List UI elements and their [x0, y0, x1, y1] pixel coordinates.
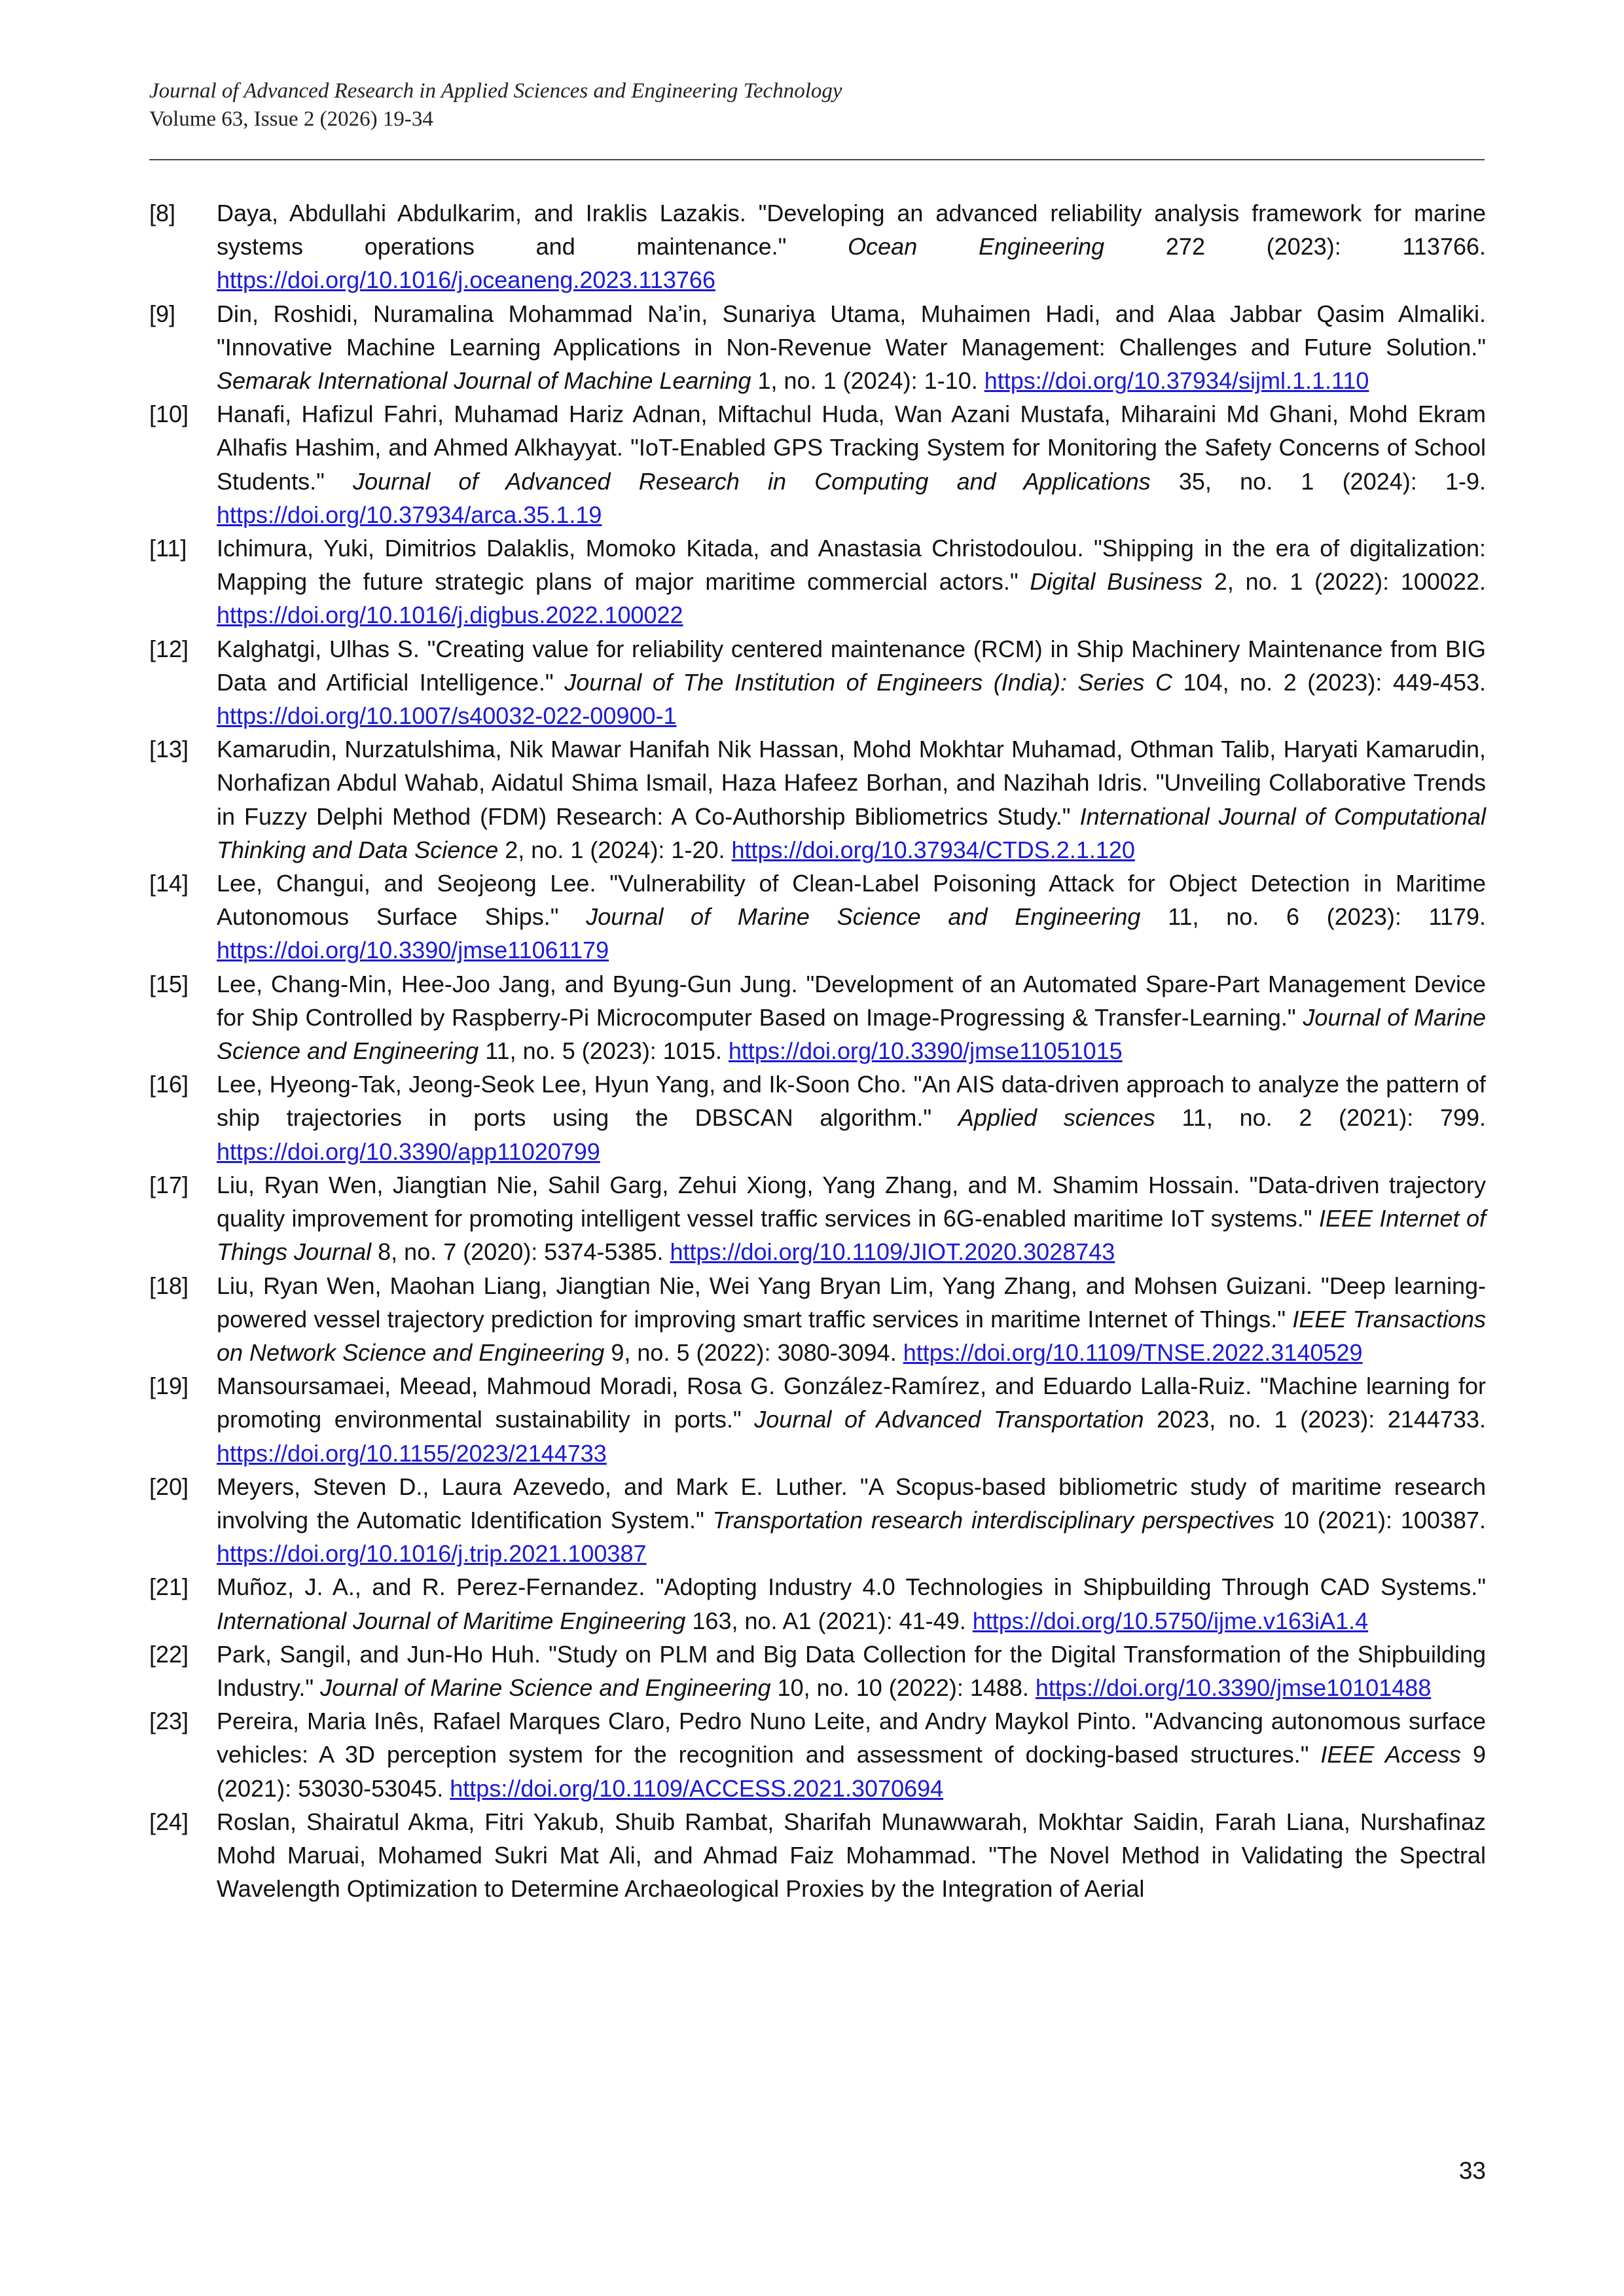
doi-link[interactable]: https://doi.org/10.1007/s40032-022-00900-1 — [217, 702, 677, 730]
reference-journal: Journal of Marine Science and Engineering — [320, 1674, 771, 1701]
reference-item — [149, 1638, 1486, 1704]
reference-journal: IEEE Access — [1320, 1741, 1462, 1768]
doi-link[interactable]: https://doi.org/10.5750/ijme.v163iA1.4 — [972, 1607, 1369, 1634]
reference-text: Liu, Ryan Wen, Maohan Liang, Jiangtian Nie, Wei Yang Bryan Lim, Yang Zhang, and Mohsen Guizani. "Deep learning-powered vessel trajectory prediction for improving smart traffic services in maritime Internet of Things." — [217, 1272, 1486, 1333]
reference-item — [149, 1067, 1486, 1168]
header-rule — [149, 159, 1485, 160]
reference-number: [17] — [149, 1171, 189, 1198]
reference-details: 104, no. 2 (2023): 449-453. — [1172, 668, 1487, 696]
reference-details: 163, no. A1 (2021): 41-49. — [685, 1607, 973, 1634]
reference-item — [149, 732, 1486, 867]
reference-text: Lee, Chang-Min, Hee-Joo Jang, and Byung-Gun Jung. "Development of an Automated Spare-Part Management Device for Ship Controlled by Raspberry-Pi Microcomputer Based on Image-Progressing & Transfer-Learning." — [217, 970, 1486, 1031]
volume-info: Volume 63, Issue 2 (2026) 19-34 — [149, 107, 433, 131]
reference-item — [149, 867, 1486, 967]
reference-text: Kamarudin, Nurzatulshima, Nik Mawar Hanifah Nik Hassan, Mohd Mokhtar Muhamad, Othman Talib, Haryati Kamarudin, Norhafizan Abdul Wahab, Aidatul Shima Ismail, Haza Hafeez Borhan, and Nazihah Idris. "Unveiling Collaborative Trends in Fuzzy Delphi Method (FDM) Research: A Co-Authorship Bibliometrics Study." — [217, 736, 1486, 830]
reference-journal: Semarak International Journal of Machine Learning — [217, 367, 751, 395]
reference-details: 10, no. 10 (2022): 1488. — [770, 1674, 1036, 1701]
reference-text: Lee, Hyeong-Tak, Jeong-Seok Lee, Hyun Yang, and Ik-Soon Cho. "An AIS data-driven approach to analyze the pattern of ship trajectories in ports using the DBSCAN algorithm." — [217, 1071, 1486, 1132]
reference-text: Liu, Ryan Wen, Jiangtian Nie, Sahil Garg, Zehui Xiong, Yang Zhang, and M. Shamim Hossain. "Data-driven trajectory quality improvement for promoting intelligent vessel traffic services in 6G-enabled maritime IoT systems." — [217, 1171, 1486, 1232]
doi-link[interactable]: https://doi.org/10.1016/j.trip.2021.100387 — [217, 1540, 647, 1568]
reference-text: Mansoursamaei, Meead, Mahmoud Moradi, Rosa G. González-Ramírez, and Eduardo Lalla-Ruiz. "Machine learning for promoting environmental sustainability in ports." — [217, 1372, 1486, 1433]
doi-link[interactable]: https://doi.org/10.1016/j.oceaneng.2023.113766 — [217, 266, 715, 294]
reference-details: 2023, no. 1 (2023): 2144733. — [1144, 1406, 1486, 1433]
reference-details: 11, no. 2 (2021): 799. — [1155, 1104, 1486, 1132]
reference-journal: Journal of Advanced Research in Computing and Applications — [353, 467, 1151, 495]
reference-item — [149, 1269, 1486, 1370]
reference-number: [20] — [149, 1473, 189, 1500]
reference-text: Ichimura, Yuki, Dimitrios Dalaklis, Momoko Kitada, and Anastasia Christodoulou. "Shipping in the era of digitalization: Mapping the future strategic plans of major maritime commercial actors." — [217, 535, 1486, 596]
reference-number: [21] — [149, 1573, 189, 1601]
reference-number: [15] — [149, 970, 189, 997]
doi-link[interactable]: https://doi.org/10.37934/sijml.1.1.110 — [984, 367, 1369, 395]
reference-item — [149, 967, 1486, 1068]
reference-text: Lee, Changui, and Seojeong Lee. "Vulnerability of Clean-Label Poisoning Attack for Object Detection in Maritime Autonomous Surface Ships." — [217, 870, 1486, 931]
reference-details: 9 (2021): 53030-53045. — [217, 1741, 1486, 1802]
reference-item — [149, 531, 1486, 632]
doi-link[interactable]: https://doi.org/10.3390/app11020799 — [217, 1138, 600, 1165]
reference-number: [16] — [149, 1071, 189, 1098]
reference-journal: International Journal of Computational Thinking and Data Science — [217, 802, 1486, 863]
doi-link[interactable]: https://doi.org/10.1109/JIOT.2020.3028743 — [670, 1238, 1115, 1266]
reference-item — [149, 297, 1486, 398]
reference-details: 9, no. 5 (2022): 3080-3094. — [604, 1338, 903, 1366]
doi-link[interactable]: https://doi.org/10.3390/jmse10101488 — [1035, 1674, 1432, 1701]
reference-text: Kalghatgi, Ulhas S. "Creating value for reliability centered maintenance (RCM) in Ship Machinery Maintenance from BIG Data and Artificial Intelligence." — [217, 635, 1486, 696]
reference-number: [10] — [149, 401, 189, 428]
reference-item — [149, 1470, 1486, 1571]
reference-journal: Ocean Engineering — [848, 233, 1105, 260]
reference-journal: Applied sciences — [958, 1104, 1155, 1132]
reference-item — [149, 1570, 1486, 1637]
doi-link[interactable]: https://doi.org/10.1155/2023/2144733 — [217, 1439, 607, 1467]
reference-list — [149, 196, 1486, 1905]
reference-item — [149, 397, 1486, 531]
doi-link[interactable]: https://doi.org/10.3390/jmse11051015 — [728, 1037, 1123, 1065]
reference-number: [18] — [149, 1272, 189, 1299]
reference-journal: Journal of Marine Science and Engineering — [217, 1003, 1486, 1065]
journal-title: Journal of Advanced Research in Applied Sciences and Engineering Technology — [149, 79, 842, 103]
reference-journal: Journal of The Institution of Engineers (India): Series C — [564, 668, 1172, 696]
reference-journal: Digital Business — [1030, 568, 1203, 596]
reference-text: Muñoz, J. A., and R. Perez-Fernandez. "Adopting Industry 4.0 Technologies in Shipbuilding Through CAD Systems." — [217, 1573, 1486, 1601]
doi-link[interactable]: https://doi.org/10.1109/ACCESS.2021.3070694 — [450, 1774, 944, 1802]
reference-number: [24] — [149, 1808, 189, 1835]
reference-details: 2, no. 1 (2024): 1-20. — [498, 836, 732, 863]
reference-text: Pereira, Maria Inês, Rafael Marques Claro, Pedro Nuno Leite, and Andry Maykol Pinto. "Advancing autonomous surface vehicles: A 3D perception system for the recognition and assessment of docking-based structures." — [217, 1708, 1486, 1768]
reference-journal: International Journal of Maritime Engineering — [217, 1607, 686, 1634]
reference-text: Din, Roshidi, Nuramalina Mohammad Na’in, Sunariya Utama, Muhaimen Hadi, and Alaa Jabbar Qasim Almaliki. "Innovative Machine Learning Applications in Non-Revenue Water Management: Challenges and Future Solution." — [217, 300, 1486, 361]
reference-details: 10 (2021): 100387. — [1274, 1506, 1486, 1534]
reference-text: Meyers, Steven D., Laura Azevedo, and Mark E. Luther. "A Scopus-based bibliometric study of maritime research involving the Automatic Identification System." — [217, 1473, 1486, 1534]
reference-journal: Journal of Advanced Transportation — [754, 1406, 1144, 1433]
reference-number: [11] — [149, 535, 187, 562]
reference-details: 11, no. 5 (2023): 1015. — [478, 1037, 729, 1065]
reference-item — [149, 632, 1486, 733]
reference-details: 272 (2023): 113766. — [1104, 233, 1487, 260]
reference-number: [14] — [149, 870, 189, 897]
reference-journal: IEEE Internet of Things Journal — [217, 1205, 1486, 1266]
reference-text: Hanafi, Hafizul Fahri, Muhamad Hariz Adnan, Miftachul Huda, Wan Azani Mustafa, Miharaini Md Ghani, Mohd Ekram Alhafis Hashim, and Ahmed Alkhayyat. "IoT-Enabled GPS Tracking System for Monitoring the Safety Concerns of School Students." — [217, 401, 1486, 495]
reference-item — [149, 1369, 1486, 1470]
reference-item — [149, 1805, 1486, 1906]
reference-number: [13] — [149, 736, 189, 763]
reference-details: 1, no. 1 (2024): 1-10. — [751, 367, 984, 395]
reference-journal: IEEE Transactions on Network Science and Engineering — [217, 1305, 1486, 1366]
reference-item — [149, 196, 1486, 297]
reference-text: Park, Sangil, and Jun-Ho Huh. "Study on PLM and Big Data Collection for the Digital Transformation of the Shipbuilding Industry." — [217, 1640, 1486, 1701]
doi-link[interactable]: https://doi.org/10.1109/TNSE.2022.3140529 — [903, 1338, 1363, 1366]
reference-details: 2, no. 1 (2022): 100022. — [1202, 568, 1487, 596]
reference-details: 8, no. 7 (2020): 5374-5385. — [371, 1238, 670, 1266]
reference-number: [12] — [149, 635, 189, 662]
doi-link[interactable]: https://doi.org/10.3390/jmse11061179 — [217, 937, 609, 964]
reference-item — [149, 1704, 1486, 1805]
page-number: 33 — [1458, 2157, 1486, 2184]
reference-details: 35, no. 1 (2024): 1-9. — [1150, 467, 1487, 495]
reference-journal: Transportation research interdisciplinary perspectives — [712, 1506, 1275, 1534]
reference-journal: Journal of Marine Science and Engineering — [586, 903, 1141, 931]
running-header — [149, 77, 1485, 134]
reference-text: Daya, Abdullahi Abdulkarim, and Iraklis Lazakis. "Developing an advanced reliability analysis framework for marine systems operations and maintenance." — [217, 200, 1486, 260]
reference-item — [149, 1168, 1486, 1269]
doi-link[interactable]: https://doi.org/10.37934/arca.35.1.19 — [217, 501, 602, 528]
reference-number: [9] — [149, 300, 176, 327]
reference-text: Roslan, Shairatul Akma, Fitri Yakub, Shuib Rambat, Sharifah Munawwarah, Mokhtar Saidin, Farah Liana, Nurshafinaz Mohd Maruai, Mohamed Sukri Mat Ali, and Ahmad Faiz Mohammad. "The Novel Method in Validating the Spectral Wavelength Optimization to Determine Archaeological Proxies by the Integration of Aerial — [217, 1808, 1486, 1903]
reference-details: 11, no. 6 (2023): 1179. — [1140, 903, 1486, 931]
doi-link[interactable]: https://doi.org/10.37934/CTDS.2.1.120 — [731, 836, 1135, 863]
reference-number: [8] — [149, 200, 176, 226]
reference-number: [19] — [149, 1372, 189, 1400]
doi-link[interactable]: https://doi.org/10.1016/j.digbus.2022.100022 — [217, 601, 683, 629]
reference-number: [23] — [149, 1708, 189, 1735]
reference-number: [22] — [149, 1640, 189, 1668]
